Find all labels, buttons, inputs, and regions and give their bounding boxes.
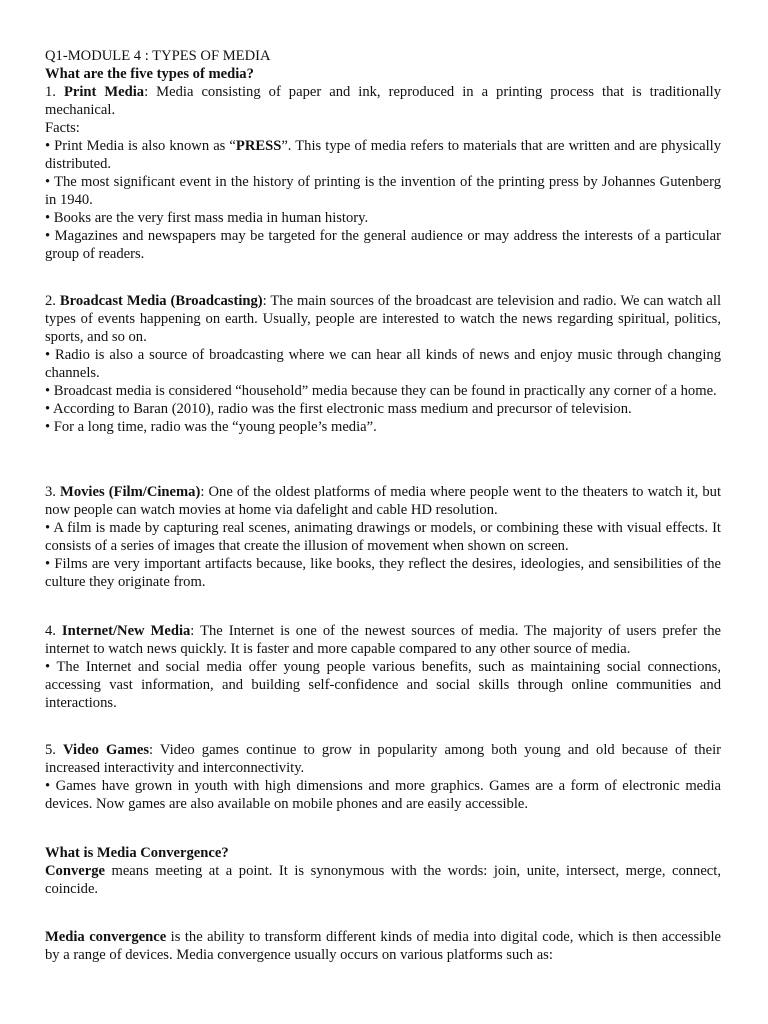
converge-term: Converge	[45, 863, 105, 879]
question-heading: What are the five types of media?	[45, 66, 254, 82]
section-broadcast-media	[45, 292, 721, 436]
bullet-item: • For a long time, radio was the “young people’s media”.	[45, 419, 377, 435]
definition-text: : One of the oldest platforms of media where people went to the theaters to watch it, but now people can watch movies at home via dafelight and cable HD resolution.	[45, 484, 722, 518]
definition-text: is the ability to transform different kinds of media into digital code, which is then accessible by a range of devices. Media convergence usually occurs on various platforms such as:	[45, 929, 722, 963]
definition-text: : The main sources of the broadcast are television and radio. We can watch all types of events happening on earth. Usually, people are interested to watch the news regarding spiritual, politics, sports, and so on.	[45, 293, 721, 345]
bullet-item: • The most significant event in the history of printing is the invention of the printing press by Johannes Gutenberg in 1940.	[45, 174, 721, 208]
section-video-games	[45, 741, 721, 813]
section-convergence	[45, 844, 721, 898]
bullet-item: • Broadcast media is considered “household” media because they can be found in practically any corner of a home.	[45, 383, 717, 399]
section-number: 4.	[45, 623, 62, 639]
movies-term: Movies (Film/Cinema)	[60, 484, 201, 500]
section-number: 5.	[45, 742, 64, 758]
bullet-item: • Magazines and newspapers may be targeted for the general audience or may address the interests of a particular group of readers.	[45, 228, 721, 262]
bullet-text: • Print Media is also known as “	[45, 138, 236, 154]
broadcast-definition	[45, 292, 721, 346]
bullet-item: • The Internet and social media offer young people various benefits, such as maintaining social connections, accessing vast information, and building self-confidence and social skills through online communities and interactions.	[45, 659, 721, 711]
broadcast-term: Broadcast Media (Broadcasting)	[59, 293, 263, 309]
bullet-item: • A film is made by capturing real scenes, animating drawings or models, or combining these with visual effects. It consists of a series of images that create the illusion of movement when shown on screen.	[45, 520, 721, 554]
section-media-convergence	[45, 928, 721, 964]
games-definition	[45, 741, 721, 777]
bullet-item: • Games have grown in youth with high dimensions and more graphics. Games are a form of electronic media devices. Now games are also available on mobile phones and are easily accessible.	[45, 778, 721, 812]
header	[45, 47, 721, 83]
bullet-item: • Films are very important artifacts because, like books, they reflect the desires, ideologies, and sensibilities of the culture they originate from.	[45, 556, 721, 590]
games-term: Video Games	[63, 742, 150, 758]
section-print-media	[45, 83, 721, 263]
definition-text: means meeting at a point. It is synonymous with the words: join, unite, intersect, merge, connect, coincide.	[45, 863, 721, 897]
definition-text: : The Internet is one of the newest sources of media. The majority of users prefer the internet to watch news quickly. It is faster and more capable compared to any other source of media.	[45, 623, 721, 657]
facts-label: Facts:	[45, 120, 80, 136]
bullet-text: ”. This type of media refers to materials that are written and are physically distributed.	[45, 138, 721, 172]
converge-definition	[45, 862, 721, 898]
movies-definition	[45, 483, 721, 519]
press-term: PRESS	[235, 138, 282, 154]
section-movies	[45, 483, 721, 591]
definition-text: : Video games continue to grow in popularity among both young and old because of their increased interactivity and interconnectivity.	[45, 742, 721, 776]
definition-text: : Media consisting of paper and ink, reproduced in a printing process that is traditionally mechanical.	[45, 84, 721, 118]
section-number: 3.	[45, 484, 61, 500]
section-number: 1.	[45, 84, 64, 100]
internet-term: Internet/New Media	[61, 623, 191, 639]
bullet-item: • Radio is also a source of broadcasting where we can hear all kinds of news and enjoy music through changing channels.	[45, 347, 721, 381]
bullet-item: • According to Baran (2010), radio was the first electronic mass medium and precursor of television.	[45, 401, 632, 417]
print-media-definition	[45, 83, 721, 119]
print-media-term: Print Media	[63, 84, 145, 100]
section-number: 2.	[45, 293, 60, 309]
media-convergence-definition	[45, 928, 721, 964]
internet-definition	[45, 622, 721, 658]
convergence-heading: What is Media Convergence?	[45, 845, 229, 861]
bullet-item	[45, 137, 721, 173]
module-title: Q1-MODULE 4 : TYPES OF MEDIA	[45, 48, 271, 64]
bullet-item: • Books are the very first mass media in human history.	[45, 210, 369, 226]
media-convergence-term: Media convergence	[45, 929, 167, 945]
section-internet	[45, 622, 721, 712]
